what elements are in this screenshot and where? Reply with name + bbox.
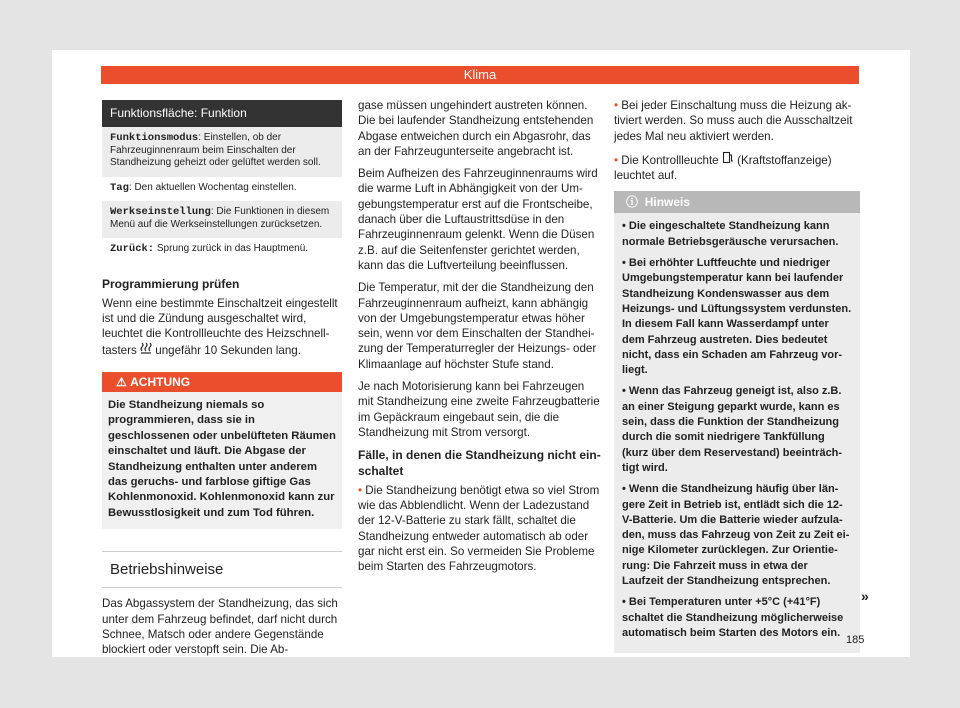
warning-box xyxy=(102,372,342,529)
table-row xyxy=(102,238,342,263)
bullet-icon: • xyxy=(358,483,363,497)
table-row xyxy=(102,201,342,238)
page-number: 185 xyxy=(846,634,865,646)
function-table xyxy=(102,100,342,263)
fuel-gauge-icon xyxy=(722,154,734,167)
column-left xyxy=(102,100,342,664)
row-text: : Den aktuellen Wochentag einstellen. xyxy=(128,181,297,193)
table-header: Funktionsfläche: Funktion xyxy=(102,100,342,127)
note-item: • Bei Temperaturen unter +5°C (+41°F) schaltet die Standheizung möglicherweise automatisch beim Starten des Motors ein. xyxy=(622,596,844,639)
row-text: Sprung zurück in das Hauptmenü. xyxy=(154,243,309,254)
warning-icon: ⚠ xyxy=(116,374,127,389)
table-row xyxy=(102,177,342,202)
section-text: Das Abgassystem der Standheizung, das sich unter dem Fahrzeug befindet, darf nicht durch Schnee, Matsch oder andere Gegenstände blockiert oder verstopft sein. Die Ab- xyxy=(102,597,338,657)
paragraph: gase müssen ungehindert austreten können. Die bei laufender Standheizung entstehenden Abgase entweichen durch ein Abgasrohr, das an der Fahrzeugunterseite angebracht ist. xyxy=(358,99,594,158)
chapter-header: Klima xyxy=(101,66,859,84)
row-key: Werkseinstellung xyxy=(110,206,211,218)
info-icon: ⓘ xyxy=(626,195,639,210)
bullet-item: • Die Standheizung benötigt etwa so viel Strom wie das Abblendlicht. Wenn der Ladezustand der 12-V-Batterie zu stark fällt, schaltet die Standheizung entweder automatisch ab oder gar nicht erst ein. So vermeiden Sie Probleme beim Starten des Fahrzeugmotors. xyxy=(358,483,600,574)
note-item: • Bei erhöhter Luftfeuchte und niedriger Umgebungstemperatur kann bei laufender Standheizung Kondenswasser aus dem Heizungs- und Lüftungssystem verdunsten. In diesem Fall kann Wasserdampf unter dem Fahrzeug austreten. Dies bedeutet nicht, dass ein Schaden am Fahrzeug vorliegt. xyxy=(622,257,852,377)
note-header: ⓘ Hinweis xyxy=(614,191,860,213)
bullet-item: • Die Kontrollleuchte (Kraftstoffanzeige) leuchtet auf. xyxy=(614,153,832,183)
note-box xyxy=(614,191,860,653)
row-text: : Einstellen, ob der Fahrzeuginnenraum beim Einschalten der Standheizung geheizt oder gelüftet werden soll. xyxy=(110,132,321,168)
row-key: Tag xyxy=(110,181,129,194)
note-item: • Die eingeschaltete Standheizung kann normale Betriebsgeräusche verursachen. xyxy=(622,220,839,248)
row-text: : Die Funktionen in diesem Menü auf die Werkseinstellungen zurücksetzen. xyxy=(110,206,330,230)
table-row xyxy=(102,127,342,177)
section-heading: Betriebshinweise xyxy=(102,551,342,588)
warning-header: ⚠ ACHTUNG xyxy=(102,373,342,392)
continue-arrow: » xyxy=(861,588,869,604)
prog-text: Wenn eine bestimmte Einschaltzeit eingestellt ist und die Zündung ausgeschaltet wird, leuchtet die Kontrollleuchte des Heizschnelltasters ungefähr 10 Sekunden lang. xyxy=(102,296,338,357)
bullet-item: • Bei jeder Einschaltung muss die Heizung aktiviert werden. So muss auch die Ausschaltzeit jedes Mal neu aktiviert werden. xyxy=(614,99,853,143)
column-right xyxy=(614,98,860,653)
paragraph: Beim Aufheizen des Fahrzeuginnenraums wird die warme Luft in Abhängigkeit von der Umgebungstemperatur erst auf die Frontscheibe, danach über die Luftaustrittsdüse in den Fahrzeuginnenraum gelenkt. Wenn die Düsen z.B. auf die Seitenfenster gerichtet werden, kann das die Luftverteilung beeinflussen. xyxy=(358,167,598,272)
row-key: Funktionsmodus xyxy=(110,132,199,144)
bullet-icon: • xyxy=(614,99,619,112)
row-key: Zurück: xyxy=(110,243,155,255)
note-item: • Wenn das Fahrzeug geneigt ist, also z.B. an einer Steigung geparkt wurde, kann es sein, dass die Funktion der Standheizung durch die somit niedrigere Tankfüllung (kurz über dem Reservestand) beeinträchtigt wird. xyxy=(622,385,843,474)
heater-icon xyxy=(140,344,152,357)
note-item: • Wenn die Standheizung häufig über längere Zeit in Betrieb ist, entlädt sich die 12-V-Batterie. Um die Batterie wieder aufzuladen, muss das Fahrzeug von Zeit zu Zeit einige Kilometer zurücklegen. Zur Orientierung: Die Fahrzeit muss in etwa der Laufzeit der Standheizung entsprechen. xyxy=(622,483,850,588)
warning-text: Die Standheizung niemals so programmieren, dass sie in geschlossenen oder unbelüfteten Räumen einschaltet und läuft. Die Abgase der Standheizung enthalten unter anderem das geruchs- und farblose giftige Gas Kohlenmonoxid. Kohlenmonoxid kann zur Bewusstlosigkeit und zum Tod führen. xyxy=(102,392,342,529)
prog-heading: Programmierung prüfen xyxy=(102,276,240,291)
subheading: Fälle, in denen die Standheizung nicht einschaltet xyxy=(358,448,601,478)
note-body xyxy=(614,213,860,653)
paragraph: Je nach Motorisierung kann bei Fahrzeugen mit Standheizung eine zweite Fahrzeugbatterie im Gepäckraum eingebaut sein, die die Standheizung mit Strom versorgt. xyxy=(358,380,600,439)
column-middle xyxy=(358,98,602,582)
bullet-icon: • xyxy=(614,153,619,167)
paragraph: Die Temperatur, mit der die Standheizung den Fahrzeuginnenraum aufheizt, kann abhängig von der Umgebungstemperatur etwas höher sein, wenn vor dem Einschalten der Standheizung der Temperaturregler der Heizungs- oder Klimaanlage auf höchster Stufe stand. xyxy=(358,281,597,371)
